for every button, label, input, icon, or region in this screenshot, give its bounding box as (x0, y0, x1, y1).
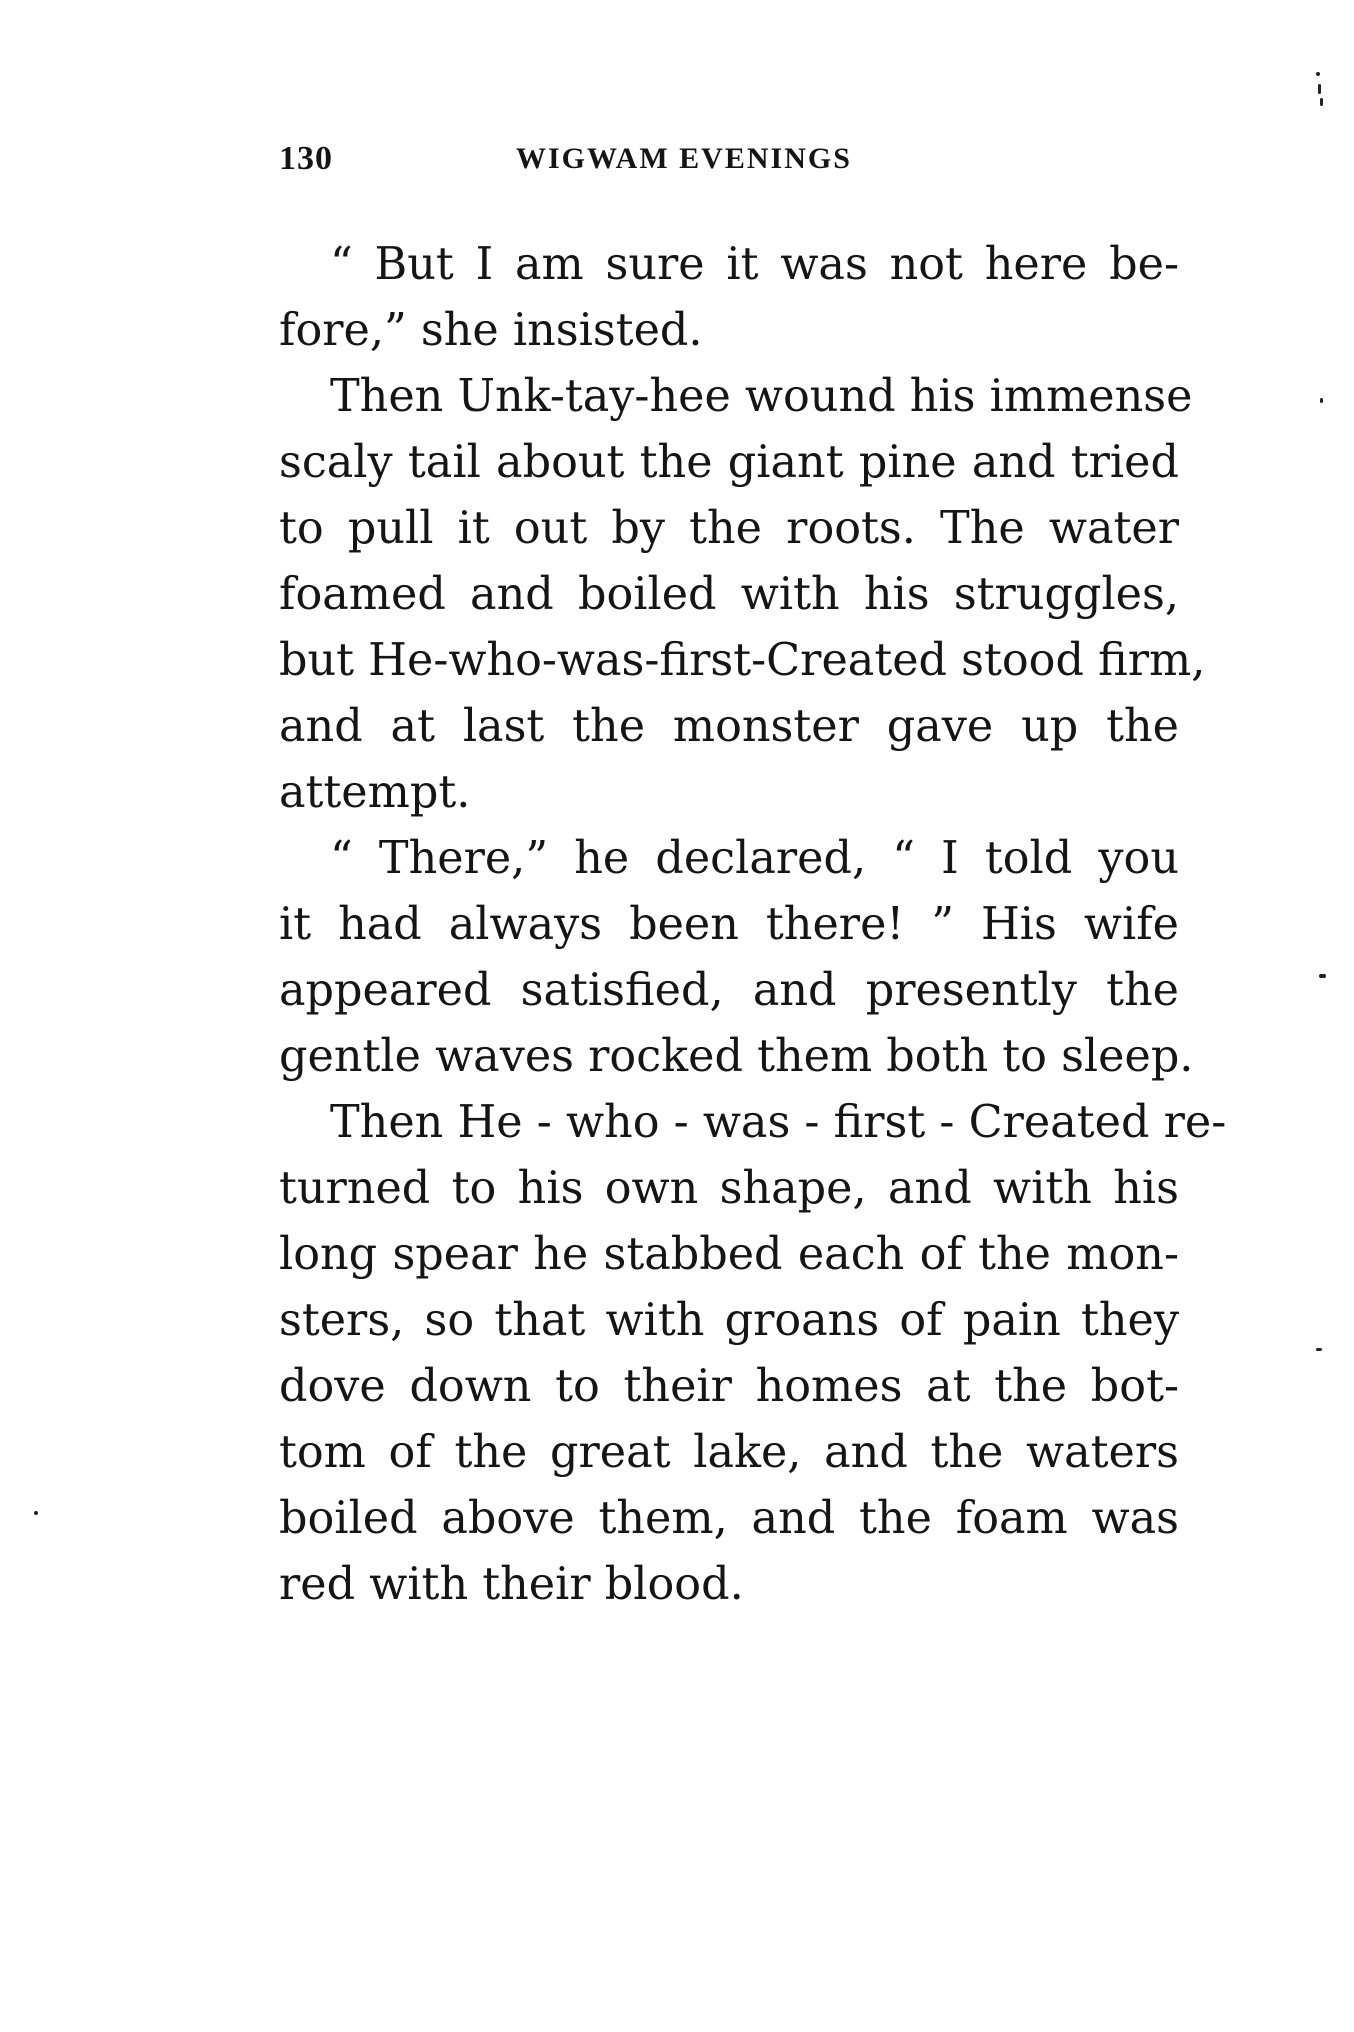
text-line: turned to his own shape, and with his (279, 1163, 1179, 1214)
scan-speck (1320, 98, 1323, 106)
text-line: attempt. (279, 767, 471, 818)
text-line: tom of the great lake, and the waters (279, 1427, 1179, 1478)
text-line: long spear he stabbed each of the mon- (279, 1229, 1179, 1280)
text-line: appeared satisfied, and presently the (279, 965, 1179, 1016)
page-number: 130 (279, 140, 333, 177)
text-line: but He-who-was-first-Created stood firm, (279, 635, 1206, 686)
text-line: Then Unk-tay-hee wound his immense (330, 371, 1193, 422)
page-header (279, 140, 939, 190)
text-line: Then He - who - was - first - Created re- (330, 1097, 1227, 1148)
scan-speck (1316, 72, 1320, 76)
scan-speck (34, 1511, 38, 1515)
scan-speck (1319, 974, 1326, 978)
text-line: gentle waves rocked them both to sleep. (279, 1031, 1194, 1082)
text-line: dove down to their homes at the bot- (279, 1361, 1179, 1412)
text-line: it had always been there! ” His wife (279, 899, 1179, 950)
text-line: “ But I am sure it was not here be- (330, 239, 1179, 290)
text-line: fore,” she insisted. (279, 305, 703, 356)
scan-speck (1320, 398, 1323, 403)
text-line: to pull it out by the roots. The water (279, 503, 1179, 554)
scan-speck (1318, 84, 1321, 94)
running-head: WIGWAM EVENINGS (516, 142, 852, 175)
text-line: boiled above them, and the foam was (279, 1493, 1179, 1544)
scan-speck (1316, 1348, 1322, 1351)
text-line: “ There,” he declared, “ I told you (330, 833, 1179, 884)
body-text (279, 232, 1227, 1618)
text-line: red with their blood. (279, 1559, 744, 1610)
text-line: and at last the monster gave up the (279, 701, 1179, 752)
text-line: foamed and boiled with his struggles, (279, 569, 1179, 620)
text-line: scaly tail about the giant pine and tried (279, 437, 1179, 488)
text-line: sters, so that with groans of pain they (279, 1295, 1179, 1346)
